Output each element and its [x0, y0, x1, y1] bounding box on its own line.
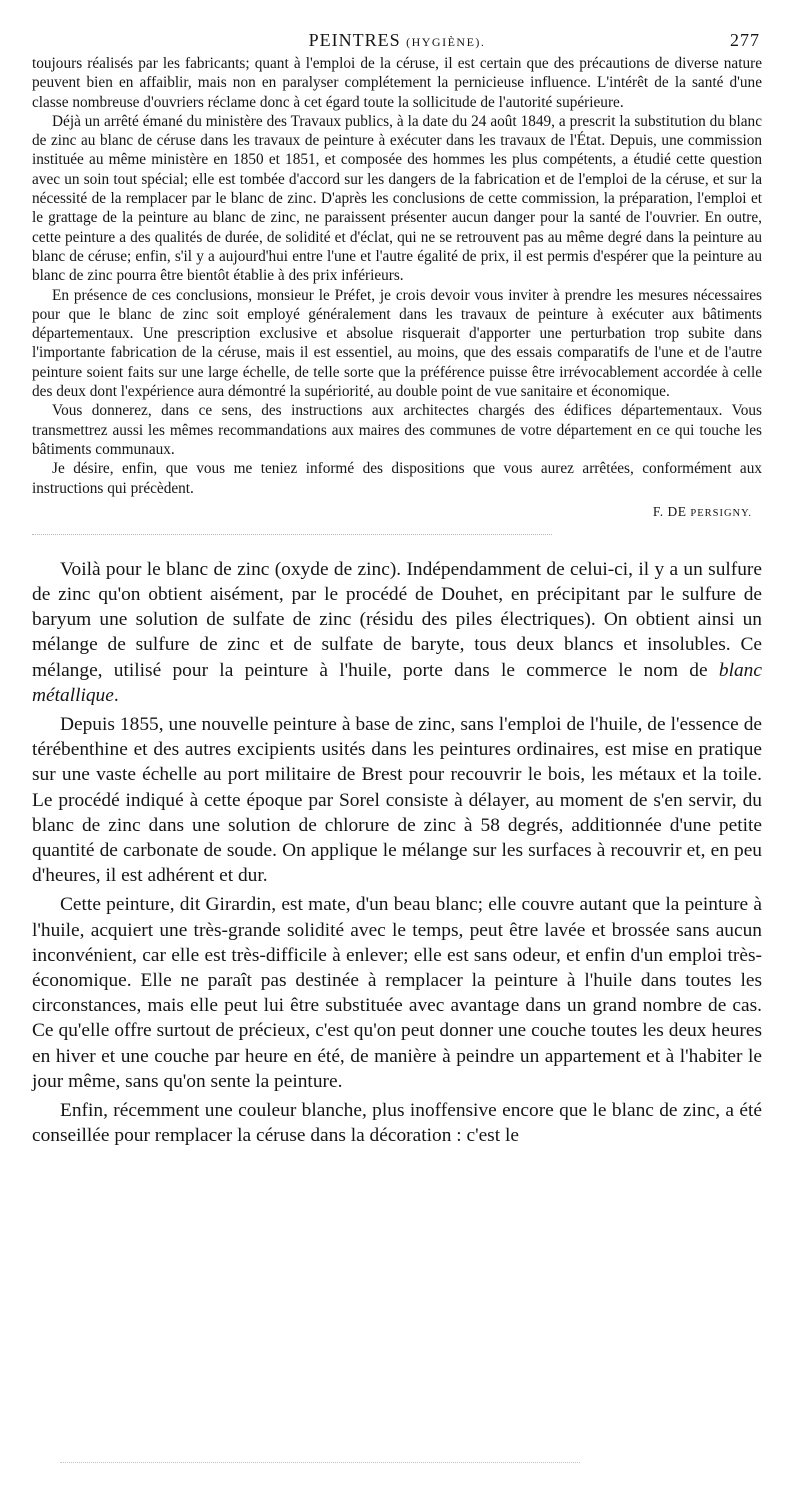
signature-initial: F. DE	[652, 503, 687, 519]
body-paragraph-text: Voilà pour le blanc de zinc (oxyde de zinc). Indépendamment de celui-ci, il y a un sulfure de zinc qu'on obtient aisément, par le procédé de Douhet, en précipitant par le sulfure de baryum une solution de sulfate de zinc (résidu des piles électriques). On obtient ainsi un mélange de sulfure de zinc et de sulfate de baryte, tous deux blancs et insolubles. Ce mélange, utilisé pour la peinture à l'huile, porte dans le commerce le nom de	[32, 558, 762, 681]
running-title-subtitle: (HYGIÈNE).	[406, 35, 486, 49]
letter-signature	[32, 504, 762, 520]
document-page	[32, 30, 762, 1153]
body-paragraph: Enfin, récemment une couleur blanche, plus inoffensive encore que le blanc de zinc, a été conseillée pour remplacer la céruse dans la décoration : c'est le	[32, 1100, 762, 1147]
body-paragraph: Depuis 1855, une nouvelle peinture à base de zinc, sans l'emploi de l'huile, de l'essence de térébenthine et des autres excipients usités dans les peintures ordinaires, est mise en pratique sur une vaste échelle au port militaire de Brest pour recouvrir le bois, les métaux et la toile. Le procédé indiqué à cette époque par Sorel consiste à délayer, au moment de s'en servir, du blanc de zinc dans une solution de chlorure de zinc à 58 degrés, additionnée d'une petite quantité de carbonate de soude. On applique le mélange sur les surfaces à recouvrir et, en peu d'heures, il est adhérent et dur.	[32, 714, 762, 887]
letter-paragraph: Déjà un arrêté émané du ministère des Travaux publics, à la date du 24 août 1849, a prescrit la substitution du blanc de zinc au blanc de céruse dans les travaux de peinture à exécuter dans les travaux de l'État. Depuis, une commission instituée au même ministère en 1850 et 1851, et composée des hommes les plus compétents, a étudié cette question avec un soin tout spécial; elle est tombée d'accord sur les dangers de la fabrication et de l'emploi de la céruse, et sur la nécessité de la remplacer par le blanc de zinc. D'après les conclusions de cette commission, la préparation, l'emploi et le grattage de la peinture au blanc de zinc, ne paraissent présenter aucun danger pour la santé de l'ouvrier. En outre, cette peinture a des qualités de durée, de solidité et d'éclat, qui ne se retrouvent pas au même degré dans la peinture au blanc de céruse; enfin, s'il y a aujourd'hui entre l'une et l'autre égalité de prix, il est permis d'espérer que la peinture au blanc de zinc pourra être bientôt établie à des prix inférieurs.	[32, 112, 762, 285]
running-header	[32, 30, 762, 54]
letter-paragraph: Vous donnerez, dans ce sens, des instructions aux architectes chargés des édifices départementaux. Vous transmettrez aussi les mêmes recommandations aux maires des communes de votre département en ce qui touche les bâtiments communaux.	[32, 402, 762, 458]
letter-paragraph: toujours réalisés par les fabricants; quant à l'emploi de la céruse, il est certain que des précautions de diverse nature peuvent bien en affaiblir, mais non en paralyser complétement la pernicieuse influence. L'intérêt de la santé d'une classe nombreuse d'ouvriers réclame donc à cet égard toute la sollicitude de l'autorité supérieure.	[32, 55, 762, 111]
section-divider	[32, 534, 552, 535]
running-title	[32, 30, 762, 51]
body-paragraph	[32, 557, 762, 708]
page-bottom-marks	[60, 1462, 580, 1463]
running-title-main: PEINTRES	[308, 30, 401, 50]
body-paragraph: Cette peinture, dit Girardin, est mate, d'un beau blanc; elle couvre autant que la peinture à l'huile, acquiert une très-grande solidité avec le temps, peut être lavée et brossée sans aucun inconvénient, car elle est très-difficile à enlever; elle est sans odeur, et enfin d'un emploi très-économique. Elle ne paraît pas destinée à remplacer la peinture à l'huile dans toutes les circonstances, mais elle peut lui être substituée avec avantage dans un grand nombre de cas. Ce qu'elle offre surtout de précieux, c'est qu'on peut donner une couche toutes les deux heures en hiver et une couche par heure en été, de manière à peindre un appartement et à l'habiter le jour même, sans qu'on sente la peinture.	[32, 894, 762, 1092]
letter-paragraph: En présence de ces conclusions, monsieur le Préfet, je crois devoir vous inviter à prendre les mesures nécessaires pour que le blanc de zinc soit employé généralement dans les travaux de peinture à exécuter aux bâtiments départementaux. Une prescription exclusive et absolue risquerait d'apporter une perturbation trop subite dans l'importante fabrication de la céruse, mais il est essentiel, au moins, que des essais comparatifs de l'une et de l'autre peinture soient faits sur une large échelle, de telle sorte que la préférence puisse être irrévocablement accordée à celle des deux dont l'expérience aura démontré la supériorité, au double point de vue sanitaire et économique.	[32, 286, 762, 401]
quoted-letter	[32, 54, 762, 520]
letter-paragraph: Je désire, enfin, que vous me teniez informé des dispositions que vous aurez arrêtées, conformément aux instructions qui précèdent.	[32, 460, 762, 497]
page-number: 277	[730, 30, 760, 50]
italic-term: blanc métallique	[32, 659, 762, 706]
body-paragraph-end: .	[113, 684, 119, 706]
signature-name: PERSIGNY.	[690, 507, 752, 519]
main-text	[32, 557, 762, 1149]
